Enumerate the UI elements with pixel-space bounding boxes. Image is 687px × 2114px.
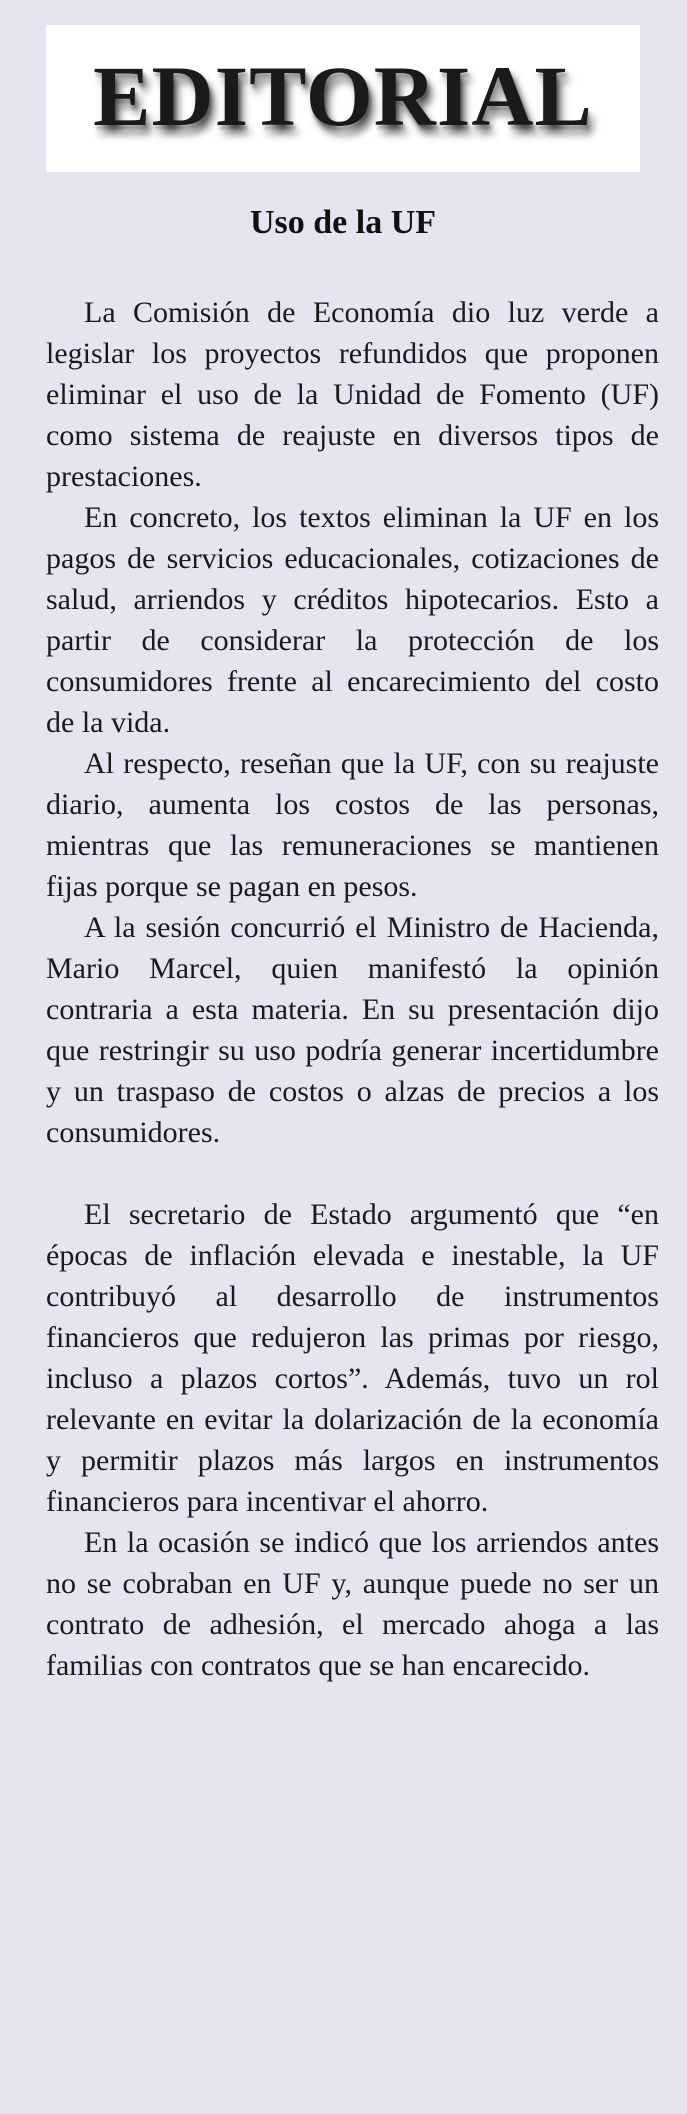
article-title: Uso de la UF <box>249 204 437 241</box>
paragraph: En concreto, los textos eliminan la UF en los pagos de servicios educacionales, cotizaciones de salud, arriendos y créditos hipotecarios. Esto a partir de considerar la protección de los consumidores frente al encarecimiento del costo de la vida. <box>46 501 659 739</box>
section-title: EDITORIAL <box>93 48 593 144</box>
paragraph: En la ocasión se indicó que los arriendos antes no se cobraban en UF y, aunque puede no ser un contrato de adhesión, el mercado ahoga a las familias con contratos que se han encarecido. <box>46 1526 659 1682</box>
paragraph: Al respecto, reseñan que la UF, con su reajuste diario, aumenta los costos de las personas, mientras que las remuneraciones se mantienen fijas porque se pagan en pesos. <box>46 747 659 903</box>
paragraph: La Comisión de Economía dio luz verde a legislar los proyectos refundidos que proponen eliminar el uso de la Unidad de Fomento (UF) como sistema de reajuste en diversos tipos de prestaciones. <box>46 296 659 493</box>
paragraph: El secretario de Estado argumentó que “en épocas de inflación elevada e inestable, la UF contribuyó al desarrollo de instrumentos financieros que redujeron las primas por riesgo, incluso a plazos cortos”. Además, tuvo un rol relevante en evitar la dolarización de la economía y permitir plazos más largos en instrumentos financieros para incentivar el ahorro. <box>46 1198 659 1518</box>
article-body <box>46 292 659 1686</box>
paragraph: A la sesión concurrió el Ministro de Hacienda, Mario Marcel, quien manifestó la opinión contraria a esta materia. En su presentación dijo que restringir su uso podría generar incertidumbre y un traspaso de costos o alzas de precios a los consumidores. <box>46 911 659 1149</box>
section-header <box>46 25 640 172</box>
